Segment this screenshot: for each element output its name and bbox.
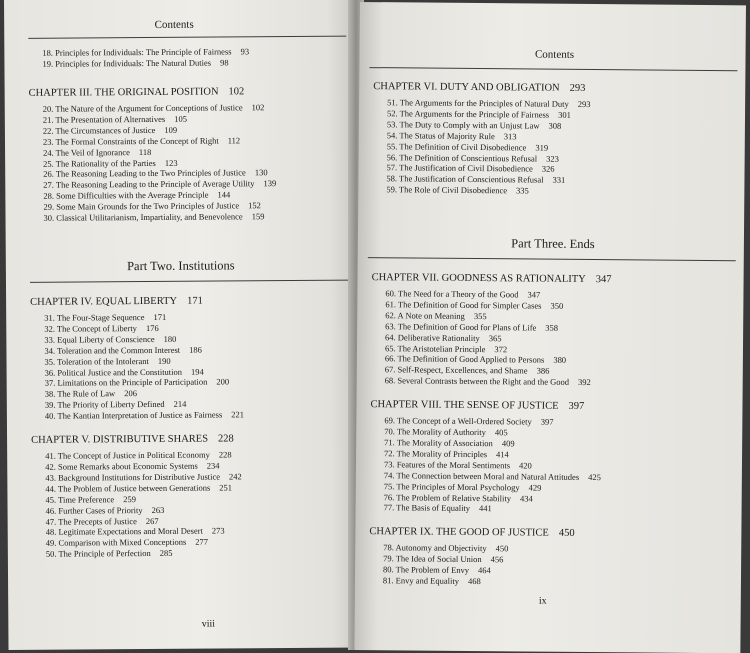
chapter-entries xyxy=(31,449,245,560)
entry-page: 313 xyxy=(503,130,517,142)
entry-page: 259 xyxy=(123,493,136,504)
toc-chapters-part-one xyxy=(29,85,277,224)
toc-entry xyxy=(385,375,611,388)
header-rule xyxy=(369,67,737,71)
entry-page: 414 xyxy=(496,449,509,460)
entry-page: 409 xyxy=(501,438,515,449)
entry-title: 65. The Aristotelian Principle xyxy=(384,342,486,354)
entry-page: 397 xyxy=(540,416,554,427)
entry-page: 180 xyxy=(163,333,177,344)
chapter-page: 171 xyxy=(187,295,203,307)
entry-title: 19. Principles for Individuals: The Natural Duties xyxy=(42,57,212,69)
entry-title: 66. The Definition of Good Applied to Persons xyxy=(384,353,545,366)
entry-page: 293 xyxy=(577,98,591,110)
entry-title: 28. Some Difficulties with the Average Principle xyxy=(43,189,209,201)
entry-page: 93 xyxy=(240,46,250,57)
chapter-entries xyxy=(372,97,590,197)
toc-chapters-part-two xyxy=(30,294,245,560)
chapter-page: 228 xyxy=(218,433,234,445)
chapter-title: CHAPTER VI. DUTY AND OBLIGATION xyxy=(373,81,560,94)
toc-entry xyxy=(43,211,276,224)
right-page xyxy=(354,2,746,653)
entry-title: 59. The Role of Civil Disobedience xyxy=(386,184,508,196)
toc-entry xyxy=(384,503,610,516)
entry-title: 18. Principles for Individuals: The Principle of Fairness xyxy=(42,46,232,58)
entry-page: 277 xyxy=(195,536,209,547)
entry-title: 71. The Morality of Association xyxy=(384,437,493,449)
toc-chapters-part-two-cont xyxy=(372,80,590,197)
entry-page: 434 xyxy=(519,492,533,504)
entry-title: 29. Some Main Grounds for the Two Principles of Justice xyxy=(43,200,240,212)
entry-title: 25. The Rationality of the Parties xyxy=(43,157,156,169)
chapter-title: CHAPTER III. THE ORIGINAL POSITION xyxy=(28,86,219,99)
entry-page: 456 xyxy=(490,554,504,565)
entry-title: 52. The Arguments for the Principle of Fairness xyxy=(386,108,550,120)
entry-page: 144 xyxy=(217,189,231,200)
entry-title: 48. Legitimate Expectations and Moral Desert xyxy=(45,526,203,538)
entry-title: 75. The Principles of Moral Psychology xyxy=(383,480,520,493)
entry-title: 38. The Rule of Law xyxy=(44,388,116,400)
entry-page: 335 xyxy=(516,185,529,196)
entry-page: 468 xyxy=(467,575,481,587)
entry-title: 26. The Reasoning Leading to the Two Principles of Justice xyxy=(43,167,246,180)
entry-page: 441 xyxy=(479,503,492,514)
entry-page: 234 xyxy=(206,460,220,471)
entry-title: 22. The Circumstances of Justice xyxy=(42,124,156,136)
entry-title: 30. Classical Utilitarianism, Impartiality, and Benevolence xyxy=(43,211,243,223)
part-rule xyxy=(368,257,736,261)
entry-page: 171 xyxy=(153,311,167,322)
toc-entry xyxy=(42,57,249,69)
entry-page: 365 xyxy=(488,332,502,343)
entry-title: 35. Toleration of the Intolerant xyxy=(44,355,149,367)
entry-page: 358 xyxy=(545,322,559,333)
entry-title: 43. Background Institutions for Distributive Justice xyxy=(45,471,221,483)
entry-title: 42. Some Remarks about Economic Systems xyxy=(45,460,198,472)
entry-page: 194 xyxy=(190,366,204,377)
toc-entry xyxy=(43,178,276,191)
toc-entry xyxy=(43,102,276,115)
entry-title: 23. The Formal Constraints of the Concept of Right xyxy=(42,135,219,147)
entry-page: 372 xyxy=(494,343,508,354)
entry-title: 74. The Connection between Moral and Natural Attitudes xyxy=(383,469,580,482)
entry-page: 319 xyxy=(535,142,549,153)
entry-title: 45. Time Preference xyxy=(45,493,115,505)
entry-title: 69. The Concept of a Well-Ordered Society xyxy=(384,415,532,427)
running-head: Contents xyxy=(154,18,194,31)
entry-page: 450 xyxy=(495,543,509,554)
entry-title: 64. Deliberative Rationality xyxy=(385,331,480,343)
entry-title: 37. Limitations on the Principle of Participation xyxy=(44,377,208,389)
entry-title: 67. Self-Respect, Excellences, and Shame xyxy=(384,364,528,376)
chapter-entries xyxy=(369,542,609,588)
toc-entry xyxy=(386,184,590,197)
entry-page: 251 xyxy=(219,482,233,493)
entry-page: 118 xyxy=(138,146,152,157)
entry-page: 102 xyxy=(251,102,265,113)
entry-title: 20. The Nature of the Argument for Conceptions of Justice xyxy=(42,102,243,114)
chapter-page: 293 xyxy=(569,82,586,94)
entry-title: 76. The Problem of Relative Stability xyxy=(383,491,512,503)
entry-title: 70. The Morality of Authority xyxy=(384,426,486,438)
chapter-heading xyxy=(29,85,276,100)
entry-page: 267 xyxy=(145,515,159,526)
entry-page: 331 xyxy=(552,175,566,186)
chapter-title: CHAPTER VII. GOODNESS AS RATIONALITY xyxy=(371,272,586,285)
entry-page: 105 xyxy=(174,113,187,124)
chapter-page: 397 xyxy=(568,400,585,413)
part-title: Part Two. Institutions xyxy=(127,258,235,274)
entry-title: 41. The Concept of Justice in Political Economy xyxy=(45,449,210,461)
entry-page: 273 xyxy=(211,525,225,536)
entry-title: 46. Further Cases of Priority xyxy=(45,504,143,516)
entry-title: 78. Autonomy and Objectivity xyxy=(383,542,487,554)
entry-page: 326 xyxy=(541,164,555,175)
entry-page: 130 xyxy=(254,167,268,178)
chapter-title: CHAPTER VIII. THE SENSE OF JUSTICE xyxy=(370,399,559,412)
toc-entry xyxy=(45,409,244,421)
entry-title: 34. Toleration and the Common Interest xyxy=(44,344,181,356)
chapter-title: CHAPTER V. DISTRIBUTIVE SHARES xyxy=(31,433,209,446)
left-page xyxy=(4,0,361,650)
entry-page: 392 xyxy=(578,377,591,388)
entry-title: 79. The Idea of Social Union xyxy=(383,553,482,565)
chapter-page: 450 xyxy=(558,528,575,540)
entry-page: 355 xyxy=(473,310,487,321)
page-number: ix xyxy=(538,595,547,607)
chapter-heading xyxy=(373,80,591,95)
entry-page: 263 xyxy=(151,504,165,515)
entry-page: 405 xyxy=(494,427,508,438)
part-rule xyxy=(30,280,348,283)
toc-entry xyxy=(45,482,244,494)
entry-page: 386 xyxy=(536,365,550,377)
entry-title: 63. The Definition of Good for Plans of Life xyxy=(385,320,537,333)
chapter-page: 347 xyxy=(595,274,612,286)
toc-top-entries xyxy=(28,46,249,69)
entry-title: 27. The Reasoning Leading to the Principle of Average Utility xyxy=(43,178,255,191)
entry-title: 51. The Arguments for the Principles of Natural Duty xyxy=(387,97,569,109)
entry-title: 61. The Definition of Good for Simpler Cases xyxy=(385,299,542,311)
chapter-heading xyxy=(370,398,610,413)
entry-page: 425 xyxy=(588,471,601,482)
entry-page: 152 xyxy=(248,200,261,211)
entry-title: 21. The Presentation of Alternatives xyxy=(42,113,166,125)
entry-title: 40. The Kantian Interpretation of Justice as Fairness xyxy=(44,409,223,421)
entry-title: 36. Political Justice and the Constitution xyxy=(44,366,183,378)
entry-title: 31. The Four-Stage Sequence xyxy=(44,312,145,323)
entry-title: 58. The Justification of Conscientious Refusal xyxy=(386,173,544,185)
entry-title: 32. The Concept of Liberty xyxy=(44,322,137,334)
chapter-title: CHAPTER IV. EQUAL LIBERTY xyxy=(30,295,178,308)
entry-title: 24. The Veil of Ignorance xyxy=(43,146,130,158)
entry-page: 190 xyxy=(157,355,171,366)
entry-page: 206 xyxy=(124,388,137,399)
toc-entry xyxy=(46,548,245,560)
entry-page: 214 xyxy=(173,398,187,410)
chapter-entries xyxy=(30,311,244,422)
chapter-entries xyxy=(371,288,612,388)
entry-page: 301 xyxy=(558,109,571,120)
toc-entry xyxy=(383,575,609,588)
entry-page: 176 xyxy=(145,322,159,333)
entry-page: 464 xyxy=(478,565,491,576)
entry-title: 44. The Problem of Justice between Generations xyxy=(45,482,211,494)
chapter-heading xyxy=(31,432,244,446)
entry-page: 109 xyxy=(164,124,178,135)
entry-page: 242 xyxy=(228,471,242,482)
entry-title: 47. The Precepts of Justice xyxy=(45,515,137,527)
entry-title: 81. Envy and Equality xyxy=(382,575,460,586)
entry-title: 49. Comparison with Mixed Conceptions xyxy=(45,537,187,549)
entry-title: 68. Several Contrasts between the Right and the Good xyxy=(384,375,570,388)
toc-entry xyxy=(45,377,244,389)
entry-page: 98 xyxy=(220,57,229,68)
page-number: viii xyxy=(201,618,216,630)
entry-page: 200 xyxy=(216,376,230,387)
chapter-heading xyxy=(372,271,612,286)
running-head: Contents xyxy=(534,48,575,61)
chapter-heading xyxy=(369,525,609,540)
entry-page: 112 xyxy=(227,135,241,146)
entry-page: 159 xyxy=(251,211,265,222)
part-title: Part Three. Ends xyxy=(511,236,595,252)
entry-page: 285 xyxy=(159,548,173,559)
entry-title: 73. Features of the Moral Sentiments xyxy=(383,459,511,471)
entry-page: 228 xyxy=(218,449,232,460)
entry-title: 53. The Duty to Comply with an Unjust Law xyxy=(386,119,540,131)
entry-page: 186 xyxy=(189,344,202,355)
entry-page: 350 xyxy=(550,300,564,311)
entry-title: 72. The Morality of Principles xyxy=(384,448,488,460)
entry-page: 323 xyxy=(546,153,559,164)
entry-page: 308 xyxy=(548,120,562,131)
entry-page: 139 xyxy=(263,178,277,189)
entry-title: 55. The Definition of Civil Disobedience xyxy=(386,140,527,153)
entry-title: 56. The Definition of Conscientious Refusal xyxy=(386,151,538,164)
entry-title: 77. The Basis of Equality xyxy=(383,502,471,514)
entry-page: 429 xyxy=(528,482,542,493)
header-rule xyxy=(28,36,346,39)
entry-title: 50. The Principle of Perfection xyxy=(45,548,151,559)
chapter-page: 102 xyxy=(228,86,245,98)
chapter-title: CHAPTER IX. THE GOOD OF JUSTICE xyxy=(369,526,549,539)
entry-page: 380 xyxy=(553,355,567,366)
chapter-entries xyxy=(370,415,611,515)
entry-page: 221 xyxy=(231,409,245,420)
entry-page: 347 xyxy=(527,289,541,300)
entry-title: 33. Equal Liberty of Conscience xyxy=(44,333,155,345)
entry-title: 62. A Note on Meaning xyxy=(385,310,465,321)
entry-page: 123 xyxy=(164,157,178,168)
entry-title: 57. The Justification of Civil Disobedience xyxy=(386,162,533,174)
toc-chapters-part-three xyxy=(369,271,612,588)
chapter-entries xyxy=(29,102,277,224)
entry-title: 80. The Problem of Envy xyxy=(383,564,470,576)
chapter-heading xyxy=(30,294,243,308)
entry-title: 54. The Status of Majority Rule xyxy=(386,129,495,141)
entry-title: 60. The Need for a Theory of the Good xyxy=(385,288,519,300)
toc-entry xyxy=(46,526,245,538)
entry-page: 420 xyxy=(518,460,532,471)
entry-title: 39. The Priority of Liberty Defined xyxy=(44,399,165,410)
